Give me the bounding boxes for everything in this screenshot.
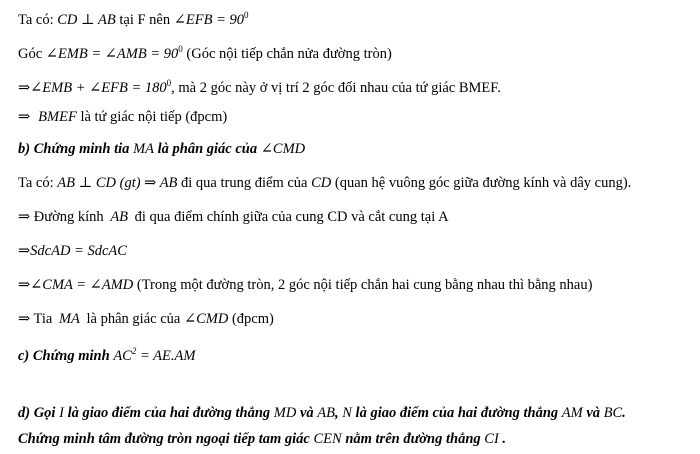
- text-line-6: [18, 174, 631, 192]
- math-expression: ∠CMA = ∠AMD: [30, 277, 134, 293]
- text-segment: đi qua điểm chính giữa của cung CD và cắt cung tại A: [131, 209, 449, 225]
- text-line-4: [18, 108, 227, 126]
- text-segment: (đpcm): [228, 311, 274, 327]
- math-expression: I: [59, 405, 64, 421]
- text-line-10: [18, 310, 274, 328]
- heading-text: .: [498, 431, 507, 447]
- heading-text: ,: [335, 405, 343, 421]
- text-segment: (Trong một đường tròn, 2 góc nội tiếp chắn hai cung bằng nhau thì bằng nhau): [133, 277, 593, 293]
- text-segment: , mà 2 góc này ở vị trí 2 góc đối nhau của tứ giác BMEF.: [171, 79, 501, 96]
- math-expression: MD: [273, 405, 297, 421]
- math-expression: ∠EMB + ∠EFB = 180: [30, 79, 167, 96]
- heading-text: d) Gọi: [18, 405, 60, 421]
- text-segment: Tia: [30, 311, 56, 327]
- text-line-7: [18, 208, 449, 226]
- heading-text: là giao điểm của hai đường thẳng: [63, 405, 274, 421]
- math-expression: CI: [484, 431, 499, 447]
- math-expression: = AE.AM: [136, 347, 196, 364]
- text-segment: đi qua trung điểm của: [177, 175, 312, 191]
- math-expression: SdcAD = SdcAC: [30, 243, 127, 259]
- implies-symbol: ⇒: [18, 79, 31, 96]
- math-expression: AB: [317, 405, 335, 421]
- heading-text: c) Chứng minh: [18, 347, 114, 364]
- superscript: 0: [244, 10, 249, 20]
- text-line-8: [18, 242, 127, 260]
- text-segment: là phân giác của: [82, 311, 184, 327]
- math-expression: BC: [603, 405, 623, 421]
- heading-text: Chứng minh tâm đường tròn ngoại tiếp tam giác: [18, 431, 314, 447]
- heading-text: nằm trên đường thẳng: [341, 431, 485, 447]
- section-heading-b: [18, 140, 305, 158]
- heading-text: .: [622, 405, 626, 421]
- math-expression: CEN: [313, 431, 342, 447]
- text-line-3: [18, 74, 501, 97]
- superscript: 0: [166, 78, 172, 88]
- superscript: 0: [178, 44, 183, 54]
- math-expression: AB: [110, 209, 129, 225]
- implies-symbol: ⇒: [18, 209, 31, 225]
- math-expression: ∠EFB = 90: [173, 11, 244, 28]
- heading-text: và: [582, 405, 604, 421]
- text-segment: (quan hệ vuông góc giữa đường kính và dây cung).: [331, 175, 632, 191]
- math-expression: BMEF: [38, 109, 77, 125]
- text-segment: là tứ giác nội tiếp (đpcm): [76, 109, 228, 125]
- text-line-2: [18, 40, 392, 63]
- text-segment: Ta có:: [18, 175, 58, 191]
- implies-symbol: ⇒: [18, 277, 31, 293]
- heading-text: là giao điểm của hai đường thẳng: [351, 405, 562, 421]
- section-heading-c: [18, 342, 195, 365]
- text-segment: (Góc nội tiếp chắn nửa đường tròn): [182, 45, 392, 62]
- heading-text: và: [296, 405, 318, 421]
- math-expression: ∠CMD: [260, 141, 306, 157]
- text-segment: Ta có:: [18, 11, 58, 28]
- text-segment: Góc: [18, 45, 46, 62]
- math-expression: MA: [133, 141, 154, 157]
- math-expression: AM: [561, 405, 583, 421]
- math-expression: CD ⊥ AB: [57, 11, 116, 28]
- heading-text: b) Chứng minh tia: [18, 141, 134, 157]
- implies-symbol: ⇒: [18, 311, 31, 327]
- text-segment: Đường kính: [30, 209, 108, 225]
- superscript: 2: [131, 346, 137, 356]
- math-expression: AB ⊥ CD (gt) ⇒ AB: [57, 175, 178, 191]
- implies-symbol: ⇒: [18, 109, 31, 125]
- implies-symbol: ⇒: [18, 243, 31, 259]
- math-expression: ∠EMB = ∠AMB = 90: [45, 45, 179, 62]
- math-expression: MA: [58, 311, 80, 327]
- heading-text: là phân giác của: [154, 141, 261, 157]
- text-segment: tại F nên: [115, 11, 174, 28]
- math-expression: N: [342, 405, 352, 421]
- section-heading-d: [18, 404, 626, 422]
- math-expression: ∠CMD: [183, 311, 229, 327]
- text-line-9: [18, 276, 592, 294]
- section-heading-d-continued: [18, 430, 506, 448]
- math-expression: CD: [311, 175, 332, 191]
- math-expression: AC: [113, 347, 132, 364]
- text-line-1: [18, 6, 249, 29]
